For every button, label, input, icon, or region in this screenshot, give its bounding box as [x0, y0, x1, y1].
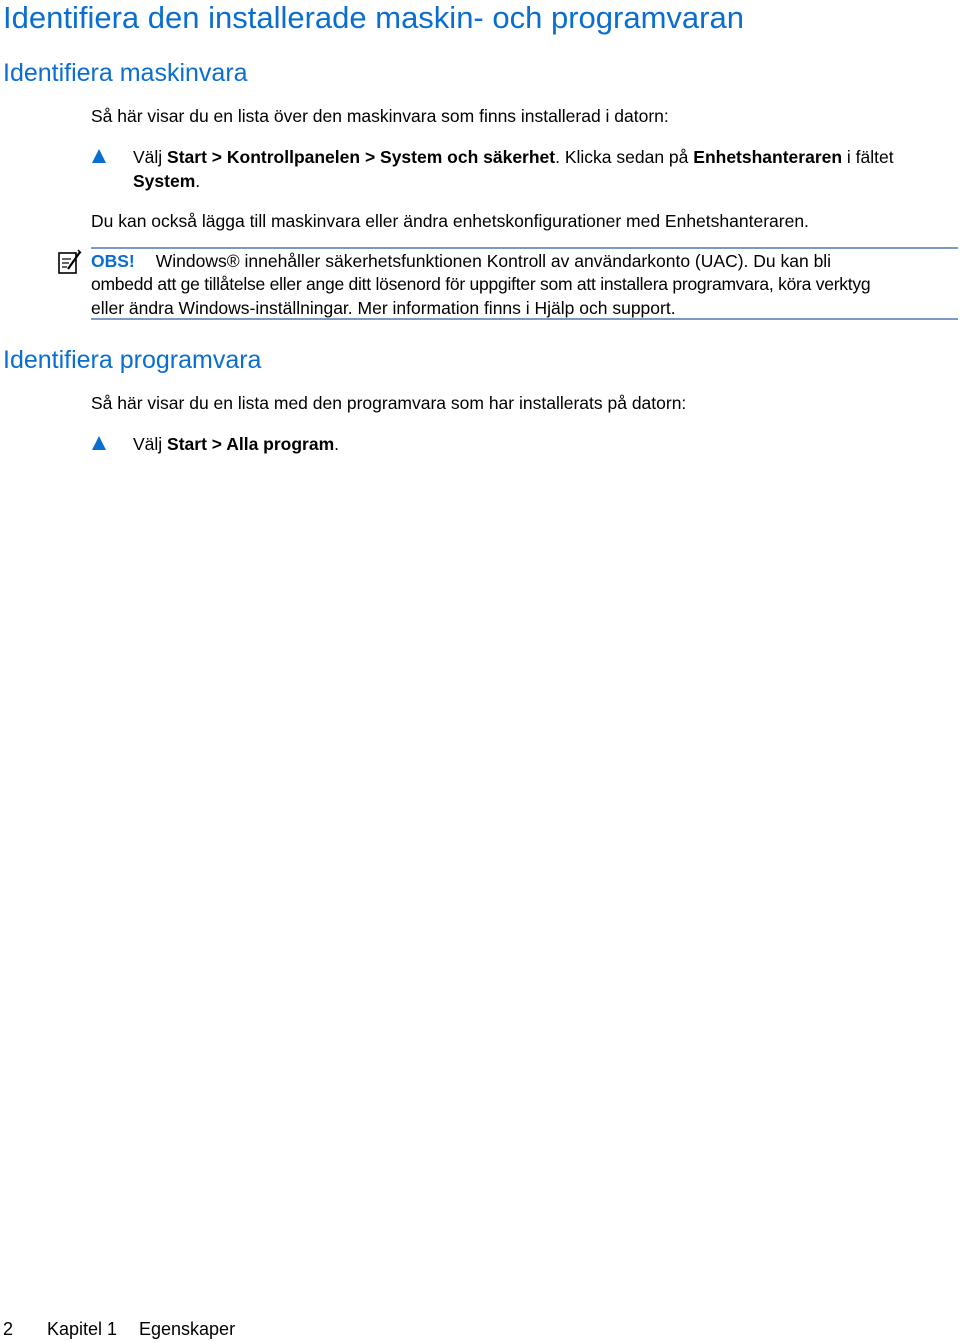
- page-number: 2: [3, 1319, 14, 1339]
- software-intro: Så här visar du en lista med den programvara som har installerats på datorn:: [91, 393, 687, 413]
- hardware-intro: Så här visar du en lista över den maskinvara som finns installerad i datorn:: [91, 106, 669, 126]
- section-heading-software: Identifiera programvara: [3, 346, 262, 374]
- page-title: Identifiera den installerade maskin- och programvaran: [3, 0, 744, 35]
- note-label: OBS!: [91, 251, 135, 271]
- footer-chapter: Kapitel 1: [47, 1319, 118, 1339]
- hardware-extra-text: Du kan också lägga till maskinvara eller ändra enhetskonfigurationer med Enhetshanteraren.: [91, 211, 809, 231]
- note-line1: OBS! Windows® innehåller säkerhetsfunktionen Kontroll av användarkonto (UAC). Du kan bli: [91, 251, 832, 271]
- hardware-step-line1: Välj Start > Kontrollpanelen > System och säkerhet. Klicka sedan på Enhetshanteraren i fältet: [133, 147, 894, 167]
- hardware-step-line2: System.: [133, 171, 201, 191]
- note-line2: ombedd att ge tillåtelse eller ange ditt lösenord för uppgifter som att installera programvara, köra verktyg: [91, 274, 871, 294]
- section-heading-hardware: Identifiera maskinvara: [3, 59, 248, 87]
- software-step: Välj Start > Alla program.: [133, 434, 340, 454]
- note-line3: eller ändra Windows-inställningar. Mer information finns i Hjälp och support.: [91, 298, 676, 318]
- step-bullet-icon: [92, 149, 106, 163]
- note-pencil-icon: [58, 249, 82, 275]
- note-bottom-rule: [91, 318, 958, 320]
- step-bullet-icon: [92, 436, 106, 450]
- footer-chapter-title: Egenskaper: [139, 1319, 236, 1339]
